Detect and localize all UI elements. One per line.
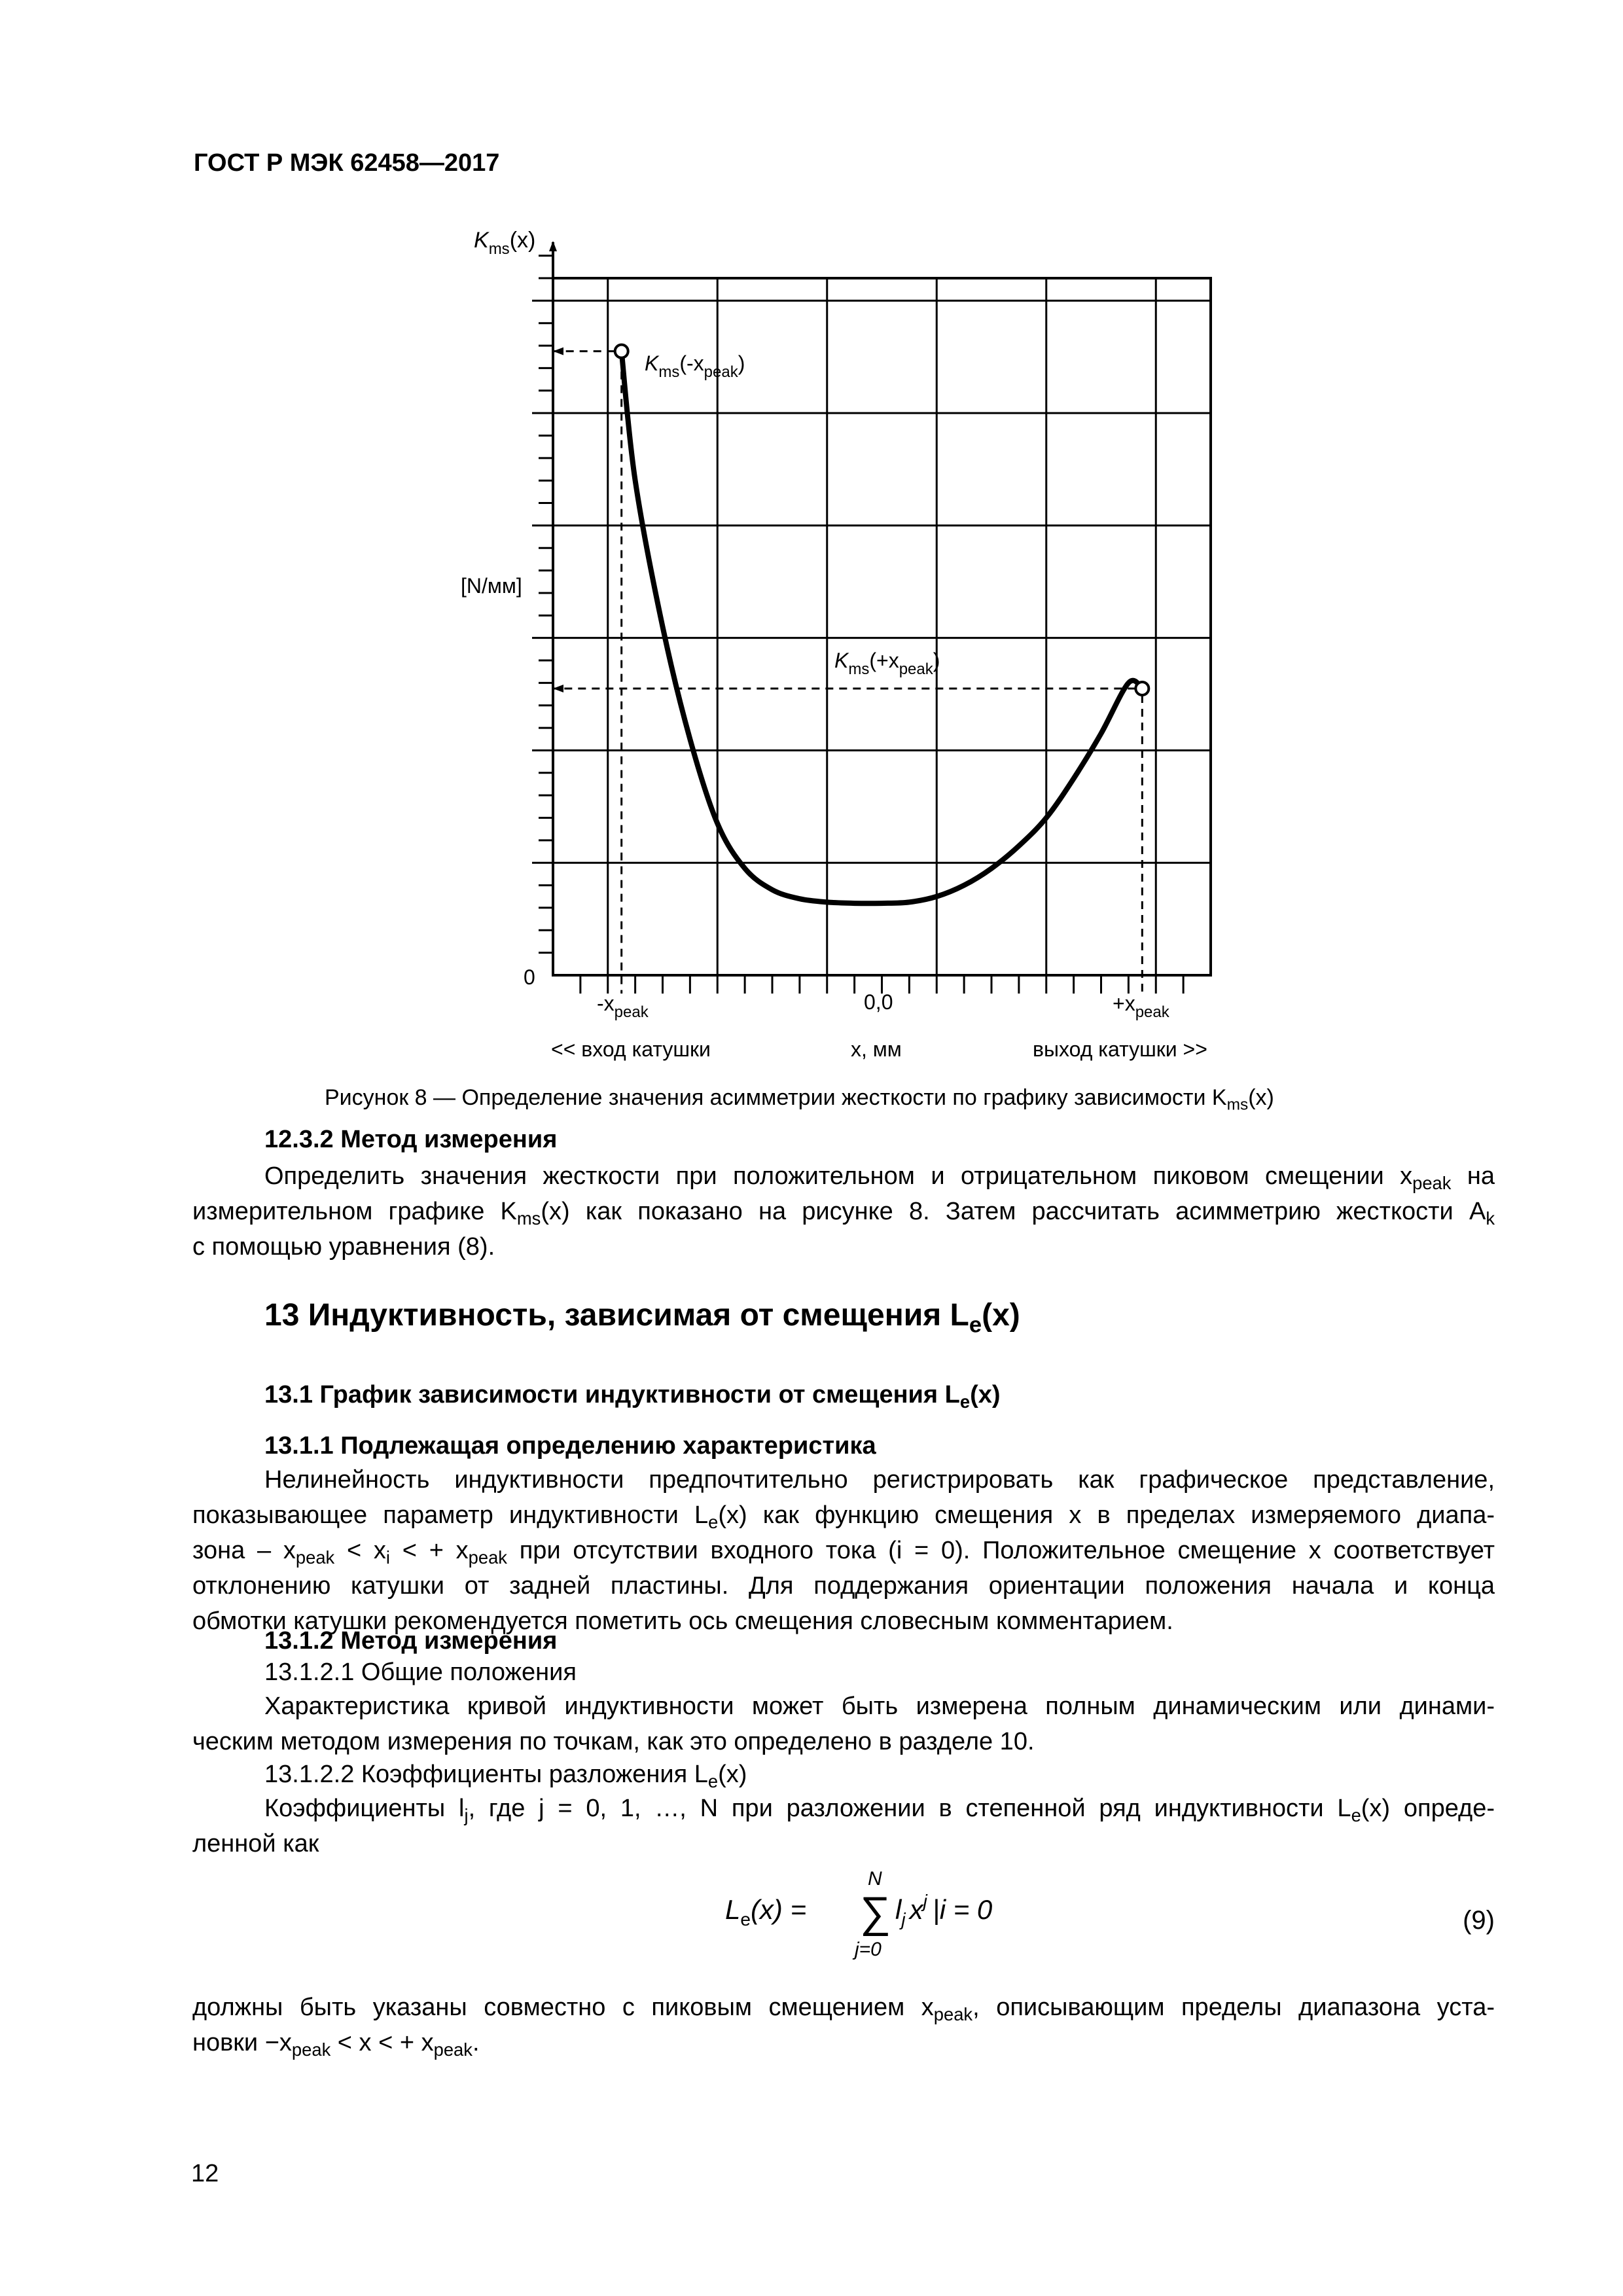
figure-kms-chart bbox=[0, 0, 1623, 1086]
eq-sum-upper: N bbox=[868, 1868, 882, 1890]
grid-lines bbox=[553, 278, 1211, 975]
heading-12-3-2: 12.3.2 Метод измерения bbox=[264, 1126, 558, 1153]
heading-13-1-1: 13.1.1 Подлежащая определению характеристика bbox=[264, 1432, 876, 1460]
heading-13-1-2-2: 13.1.2.2 Коэффициенты разложения $L_e(x)$ bbox=[264, 1761, 747, 1792]
coil-output-label: выход катушки >> bbox=[1033, 1037, 1207, 1061]
paragraph-closing: должны быть указаны совместно с пиковым смещением $x_{peak}$, описывающим пределы диапазона уста- новки $-x_{peak} < x$ < + $x_{peak}$. bbox=[192, 1994, 1495, 2060]
x-tick-zero: 0,0 bbox=[864, 990, 893, 1014]
annotation-kms-neg-peak: $K_{ms}(-x_{peak})$ bbox=[645, 351, 745, 381]
x-tick-neg-peak: $-x_{peak}$ bbox=[597, 992, 649, 1021]
x-axis-name: x, мм bbox=[851, 1037, 902, 1061]
paragraph-13-1-1: Нелинейность индуктивности предпочтительно регистрировать как графическое представление, показывающее параметр индуктивности $L_e(x)$ как функцию смещения x в пределах измеряемого диапа- зона – $x_{peak} < x_i$ < + $x_{peak}$ при отсутствии входного тока (i = 0). Положительное смещение x соответствует отклонению катушки от задней пластины. Для поддержания ориентации положения начала и конца обмотки катушки рекомендуется пометить ось смещения словесным комментарием. bbox=[192, 1466, 1495, 1635]
heading-13-1: 13.1 График зависимости индуктивности от смещения $L_e(x)$ bbox=[264, 1381, 1001, 1412]
heading-13: 13 Индуктивность, зависимая от смещения $L_e(x)$ bbox=[264, 1298, 1020, 1338]
eq-term: $l_j$ $x^j$ |i = 0 bbox=[895, 1891, 993, 1929]
axis-ticks bbox=[532, 256, 1183, 994]
x-tick-pos-peak: $+x_{peak}$ bbox=[1113, 992, 1169, 1021]
equation-number: (9) bbox=[1463, 1906, 1495, 1935]
origin-label: 0 bbox=[524, 965, 535, 989]
eq-sum-lower: j=0 bbox=[855, 1939, 882, 1960]
eq-sum-sign: ∑ bbox=[860, 1888, 891, 1936]
coil-input-label: << вход катушки bbox=[551, 1037, 711, 1061]
annotation-kms-pos-peak: $K_{ms}(+x_{peak})$ bbox=[834, 649, 940, 678]
kms-curve bbox=[622, 351, 1143, 904]
paragraph-13-1-2-2: Коэффициенты $l_j$, где j = 0, 1, …, N при разложении в степенной ряд индуктивности $L_e(x)$ опреде- ленной как bbox=[192, 1795, 1495, 1857]
unit-label: [N/мм] bbox=[461, 574, 522, 598]
figure-caption: Рисунок 8 — Определение значения асимметрии жесткости по графику зависимости $K_{ms}(x)$ bbox=[325, 1085, 1274, 1114]
equation-9 bbox=[720, 1859, 1060, 1977]
peak-point-negative bbox=[615, 345, 628, 358]
standard-header: ГОСТ Р МЭК 62458—2017 bbox=[194, 149, 500, 177]
paragraph-12-3-2: Определить значения жесткости при положительном и отрицательном пиковом смещении $x_{peak}$ на измерительном графике $K_{ms}(x)$ как показано на рисунке 8. Затем рассчитать асимметрию жесткости $A_k$ с помощью уравнения (8). bbox=[192, 1162, 1495, 1261]
eq-lhs: $L_e(x)$ = bbox=[725, 1894, 807, 1929]
heading-13-1-2-1: 13.1.2.1 Общие положения bbox=[264, 1659, 577, 1686]
y-axis-label: $K_{ms}(x)$ bbox=[474, 228, 536, 258]
peak-point-positive bbox=[1135, 682, 1149, 695]
page-number: 12 bbox=[191, 2160, 219, 2187]
paragraph-13-1-2-1: Характеристика кривой индуктивности может быть измерена полным динамическим или динами- ческим методом измерения по точкам, как это определено в разделе 10. bbox=[192, 1693, 1495, 1755]
plot-frame bbox=[553, 278, 1211, 975]
heading-13-1-2: 13.1.2 Метод измерения bbox=[264, 1627, 558, 1655]
